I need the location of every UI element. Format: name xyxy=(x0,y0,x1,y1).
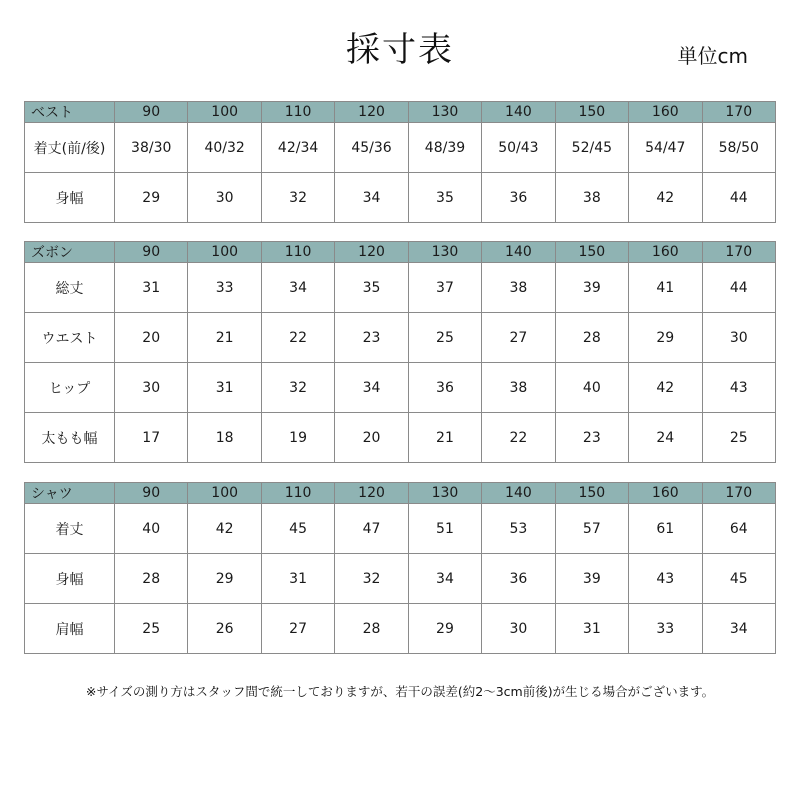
measurement-value: 29 xyxy=(188,554,261,604)
measurement-label: ウエスト xyxy=(25,313,115,363)
measurement-value: 39 xyxy=(555,554,628,604)
size-header-cell: 120 xyxy=(335,483,408,504)
measurement-value: 43 xyxy=(629,554,702,604)
measurement-label: 肩幅 xyxy=(25,604,115,654)
size-header-cell: 90 xyxy=(115,102,188,123)
measurement-value: 31 xyxy=(261,554,334,604)
measurement-value: 29 xyxy=(629,313,702,363)
measurement-value: 32 xyxy=(335,554,408,604)
measurement-label: 太もも幅 xyxy=(25,413,115,463)
table-row xyxy=(25,263,776,313)
measurement-value: 45/36 xyxy=(335,123,408,173)
measurement-value: 33 xyxy=(629,604,702,654)
size-header-cell: 150 xyxy=(555,242,628,263)
measurement-value: 45 xyxy=(261,504,334,554)
size-header-cell: 100 xyxy=(188,102,261,123)
size-header-cell: 110 xyxy=(261,483,334,504)
measurement-value: 58/50 xyxy=(702,123,776,173)
size-header-cell: 100 xyxy=(188,242,261,263)
table-row xyxy=(25,313,776,363)
size-header-cell: 120 xyxy=(335,242,408,263)
measurement-value: 21 xyxy=(188,313,261,363)
measurement-value: 21 xyxy=(408,413,481,463)
measurement-value: 23 xyxy=(555,413,628,463)
pants-size-table xyxy=(24,241,776,463)
measurement-label: 身幅 xyxy=(25,173,115,223)
measurement-value: 31 xyxy=(115,263,188,313)
measurement-value: 33 xyxy=(188,263,261,313)
measurement-value: 26 xyxy=(188,604,261,654)
measurement-value: 47 xyxy=(335,504,408,554)
shirt-size-table xyxy=(24,482,776,654)
measurement-value: 27 xyxy=(482,313,555,363)
measurement-value: 28 xyxy=(555,313,628,363)
measurement-value: 40 xyxy=(555,363,628,413)
measurement-value: 20 xyxy=(115,313,188,363)
garment-name: ズボン xyxy=(25,242,115,263)
measurement-value: 40/32 xyxy=(188,123,261,173)
measurement-value: 30 xyxy=(115,363,188,413)
measurement-label: 着丈(前/後) xyxy=(25,123,115,173)
size-header-cell: 90 xyxy=(115,242,188,263)
measurement-value: 52/45 xyxy=(555,123,628,173)
measurement-value: 44 xyxy=(702,263,776,313)
measurement-value: 39 xyxy=(555,263,628,313)
measurement-value: 37 xyxy=(408,263,481,313)
page-title: 採寸表 xyxy=(346,30,454,70)
measurement-value: 38 xyxy=(555,173,628,223)
measurement-value: 34 xyxy=(335,173,408,223)
size-header-cell: 140 xyxy=(482,102,555,123)
size-header-cell: 130 xyxy=(408,102,481,123)
measurement-value: 34 xyxy=(408,554,481,604)
size-header-cell: 160 xyxy=(629,242,702,263)
size-header-cell: 160 xyxy=(629,102,702,123)
measurement-value: 30 xyxy=(482,604,555,654)
measurement-value: 64 xyxy=(702,504,776,554)
measurement-value: 38 xyxy=(482,363,555,413)
measurement-note: ※サイズの測り方はスタッフ間で統一しておりますが、若干の誤差(約2～3cm前後)が生じる場合がございます。 xyxy=(85,684,715,699)
size-header-row xyxy=(25,483,776,504)
measurement-value: 35 xyxy=(335,263,408,313)
measurement-value: 24 xyxy=(629,413,702,463)
table-row xyxy=(25,363,776,413)
measurement-value: 42 xyxy=(188,504,261,554)
size-header-cell: 150 xyxy=(555,483,628,504)
measurement-value: 29 xyxy=(115,173,188,223)
measurement-value: 23 xyxy=(335,313,408,363)
measurement-value: 36 xyxy=(482,554,555,604)
size-header-row xyxy=(25,242,776,263)
size-header-cell: 110 xyxy=(261,102,334,123)
measurement-value: 34 xyxy=(335,363,408,413)
measurement-value: 32 xyxy=(261,363,334,413)
measurement-value: 45 xyxy=(702,554,776,604)
measurement-value: 42 xyxy=(629,363,702,413)
size-header-cell: 120 xyxy=(335,102,408,123)
measurement-label: 身幅 xyxy=(25,554,115,604)
measurement-value: 43 xyxy=(702,363,776,413)
size-header-cell: 160 xyxy=(629,483,702,504)
measurement-value: 36 xyxy=(482,173,555,223)
measurement-value: 18 xyxy=(188,413,261,463)
measurement-value: 25 xyxy=(115,604,188,654)
measurement-value: 34 xyxy=(702,604,776,654)
measurement-value: 35 xyxy=(408,173,481,223)
measurement-value: 25 xyxy=(408,313,481,363)
size-header-cell: 140 xyxy=(482,483,555,504)
measurement-value: 17 xyxy=(115,413,188,463)
measurement-value: 22 xyxy=(482,413,555,463)
measurement-value: 30 xyxy=(702,313,776,363)
garment-name: ベスト xyxy=(25,102,115,123)
measurement-value: 20 xyxy=(335,413,408,463)
table-row xyxy=(25,554,776,604)
measurement-value: 30 xyxy=(188,173,261,223)
size-header-cell: 150 xyxy=(555,102,628,123)
measurement-value: 41 xyxy=(629,263,702,313)
measurement-value: 34 xyxy=(261,263,334,313)
measurement-label: ヒップ xyxy=(25,363,115,413)
unit-label: 単位cm xyxy=(677,44,748,68)
measurement-value: 44 xyxy=(702,173,776,223)
measurement-value: 53 xyxy=(482,504,555,554)
measurement-value: 50/43 xyxy=(482,123,555,173)
measurement-value: 32 xyxy=(261,173,334,223)
measurement-value: 48/39 xyxy=(408,123,481,173)
measurement-label: 総丈 xyxy=(25,263,115,313)
size-header-cell: 100 xyxy=(188,483,261,504)
measurement-value: 51 xyxy=(408,504,481,554)
vest-size-table xyxy=(24,101,776,223)
measurement-value: 29 xyxy=(408,604,481,654)
size-header-cell: 130 xyxy=(408,242,481,263)
size-header-cell: 170 xyxy=(702,242,776,263)
measurement-value: 31 xyxy=(555,604,628,654)
size-header-cell: 170 xyxy=(702,483,776,504)
table-row xyxy=(25,604,776,654)
measurement-value: 54/47 xyxy=(629,123,702,173)
measurement-value: 19 xyxy=(261,413,334,463)
size-header-cell: 130 xyxy=(408,483,481,504)
garment-name: シャツ xyxy=(25,483,115,504)
measurement-value: 38/30 xyxy=(115,123,188,173)
table-row xyxy=(25,413,776,463)
size-header-cell: 90 xyxy=(115,483,188,504)
size-header-cell: 140 xyxy=(482,242,555,263)
measurement-value: 31 xyxy=(188,363,261,413)
table-row xyxy=(25,504,776,554)
table-row xyxy=(25,123,776,173)
measurement-label: 着丈 xyxy=(25,504,115,554)
size-header-cell: 170 xyxy=(702,102,776,123)
table-row xyxy=(25,173,776,223)
size-header-cell: 110 xyxy=(261,242,334,263)
measurement-value: 42 xyxy=(629,173,702,223)
measurement-value: 28 xyxy=(115,554,188,604)
measurement-value: 25 xyxy=(702,413,776,463)
measurement-value: 36 xyxy=(408,363,481,413)
measurement-value: 61 xyxy=(629,504,702,554)
measurement-value: 57 xyxy=(555,504,628,554)
measurement-value: 42/34 xyxy=(261,123,334,173)
measurement-value: 27 xyxy=(261,604,334,654)
size-header-row xyxy=(25,102,776,123)
measurement-value: 28 xyxy=(335,604,408,654)
measurement-value: 22 xyxy=(261,313,334,363)
measurement-value: 40 xyxy=(115,504,188,554)
measurement-value: 38 xyxy=(482,263,555,313)
